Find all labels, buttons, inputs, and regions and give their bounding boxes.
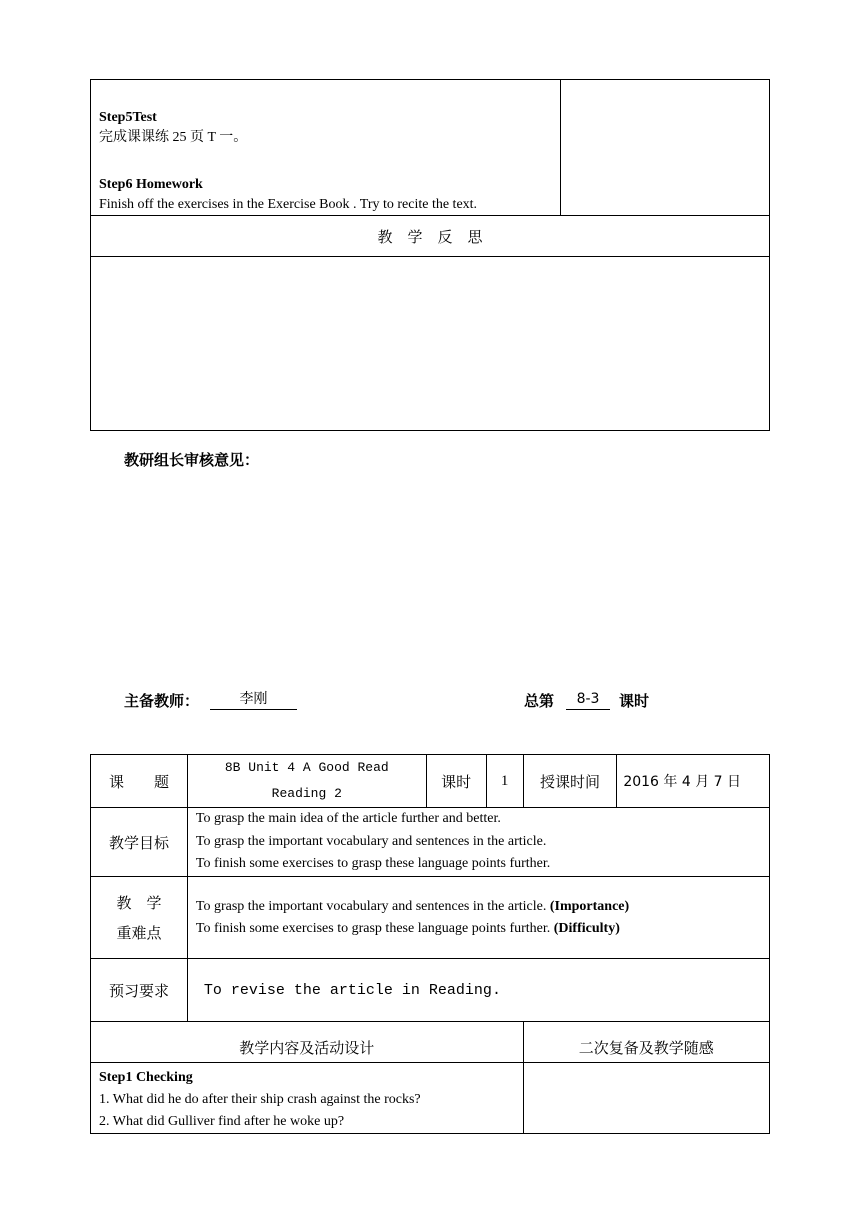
keypoints-label-1: 教 学 (116, 893, 162, 912)
goal-item: To finish some exercises to grasp these language points further. (195, 856, 551, 872)
reflection-header-cell (91, 216, 770, 257)
step5-text: 完成课课练 25 页 T 一。 (99, 130, 248, 145)
preview-label-cell (91, 959, 188, 1022)
reflection-body-cell (91, 257, 770, 431)
question-item: 2. What did Gulliver find after he woke up? (99, 1114, 345, 1129)
time-value-cell (617, 755, 770, 808)
keypoint-importance-text: To grasp the important vocabulary and sentences in the article. (195, 898, 550, 914)
step1-notes-cell (523, 1063, 769, 1134)
teacher-name: 李刚 (210, 690, 297, 710)
topic-label: 课 题 (108, 772, 169, 791)
preview-cell (187, 959, 769, 1022)
design-header: 教学内容及活动设计 (239, 1038, 375, 1057)
review-label: 教研组长审核意见： (124, 451, 260, 469)
keypoints-cell (187, 877, 769, 959)
period-value: 1 (500, 773, 509, 789)
goal-item: To grasp the main idea of the article further and better. (195, 811, 501, 827)
period-label: 课时 (441, 772, 472, 791)
topic-label-cell (91, 755, 188, 808)
period-label-cell (426, 755, 486, 808)
difficulty-tag: (Difficulty) (553, 920, 620, 936)
notes-header-cell (523, 1022, 769, 1063)
topic-line-2: Reading 2 (271, 786, 342, 801)
time-label: 授课时间 (539, 772, 600, 791)
steps-notes-cell (561, 80, 770, 216)
notes-header: 二次复备及教学随感 (578, 1038, 714, 1057)
teacher-label: 主备教师： (124, 692, 200, 710)
total-prefix: 总第 (524, 692, 555, 710)
time-label-cell (523, 755, 617, 808)
step6-title: Step6 Homework (99, 177, 203, 192)
keypoint-importance (196, 896, 769, 918)
question-item: 1. What did he do after their ship crash against the rocks? (99, 1092, 421, 1107)
lesson-table (90, 754, 770, 1134)
goal-item: To grasp the important vocabulary and sentences in the article. (195, 833, 547, 849)
total-suffix: 课时 (619, 692, 650, 710)
preview-text: To revise the article in Reading. (203, 982, 501, 999)
keypoints-label-cell (91, 877, 188, 959)
goals-label: 教学目标 (108, 833, 169, 852)
step5-title: Step5Test (99, 110, 157, 125)
step1-title: Step1 Checking (99, 1070, 193, 1085)
keypoint-difficulty-text: To finish some exercises to grasp these language points further. (195, 920, 554, 936)
total-value: 8-3 (566, 690, 610, 710)
steps-cell (91, 80, 561, 216)
topic-value-cell (187, 755, 426, 808)
goals-label-cell (91, 808, 188, 877)
goals-cell (187, 808, 769, 877)
keypoints-label-2: 重难点 (116, 923, 162, 942)
time-value: 2016 年 4 月 7 日 (623, 774, 742, 790)
period-value-cell (486, 755, 523, 808)
step1-cell (91, 1063, 524, 1134)
topic-line-1: 8B Unit 4 A Good Read (224, 760, 389, 775)
importance-tag: (Importance) (549, 898, 630, 914)
top-table (90, 79, 770, 431)
reflection-heading: 教 学 反 思 (377, 227, 483, 246)
design-header-cell (91, 1022, 524, 1063)
preview-label: 预习要求 (108, 981, 169, 1000)
step6-text: Finish off the exercises in the Exercise Book . Try to recite the text. (99, 197, 478, 212)
keypoint-difficulty (196, 918, 769, 940)
